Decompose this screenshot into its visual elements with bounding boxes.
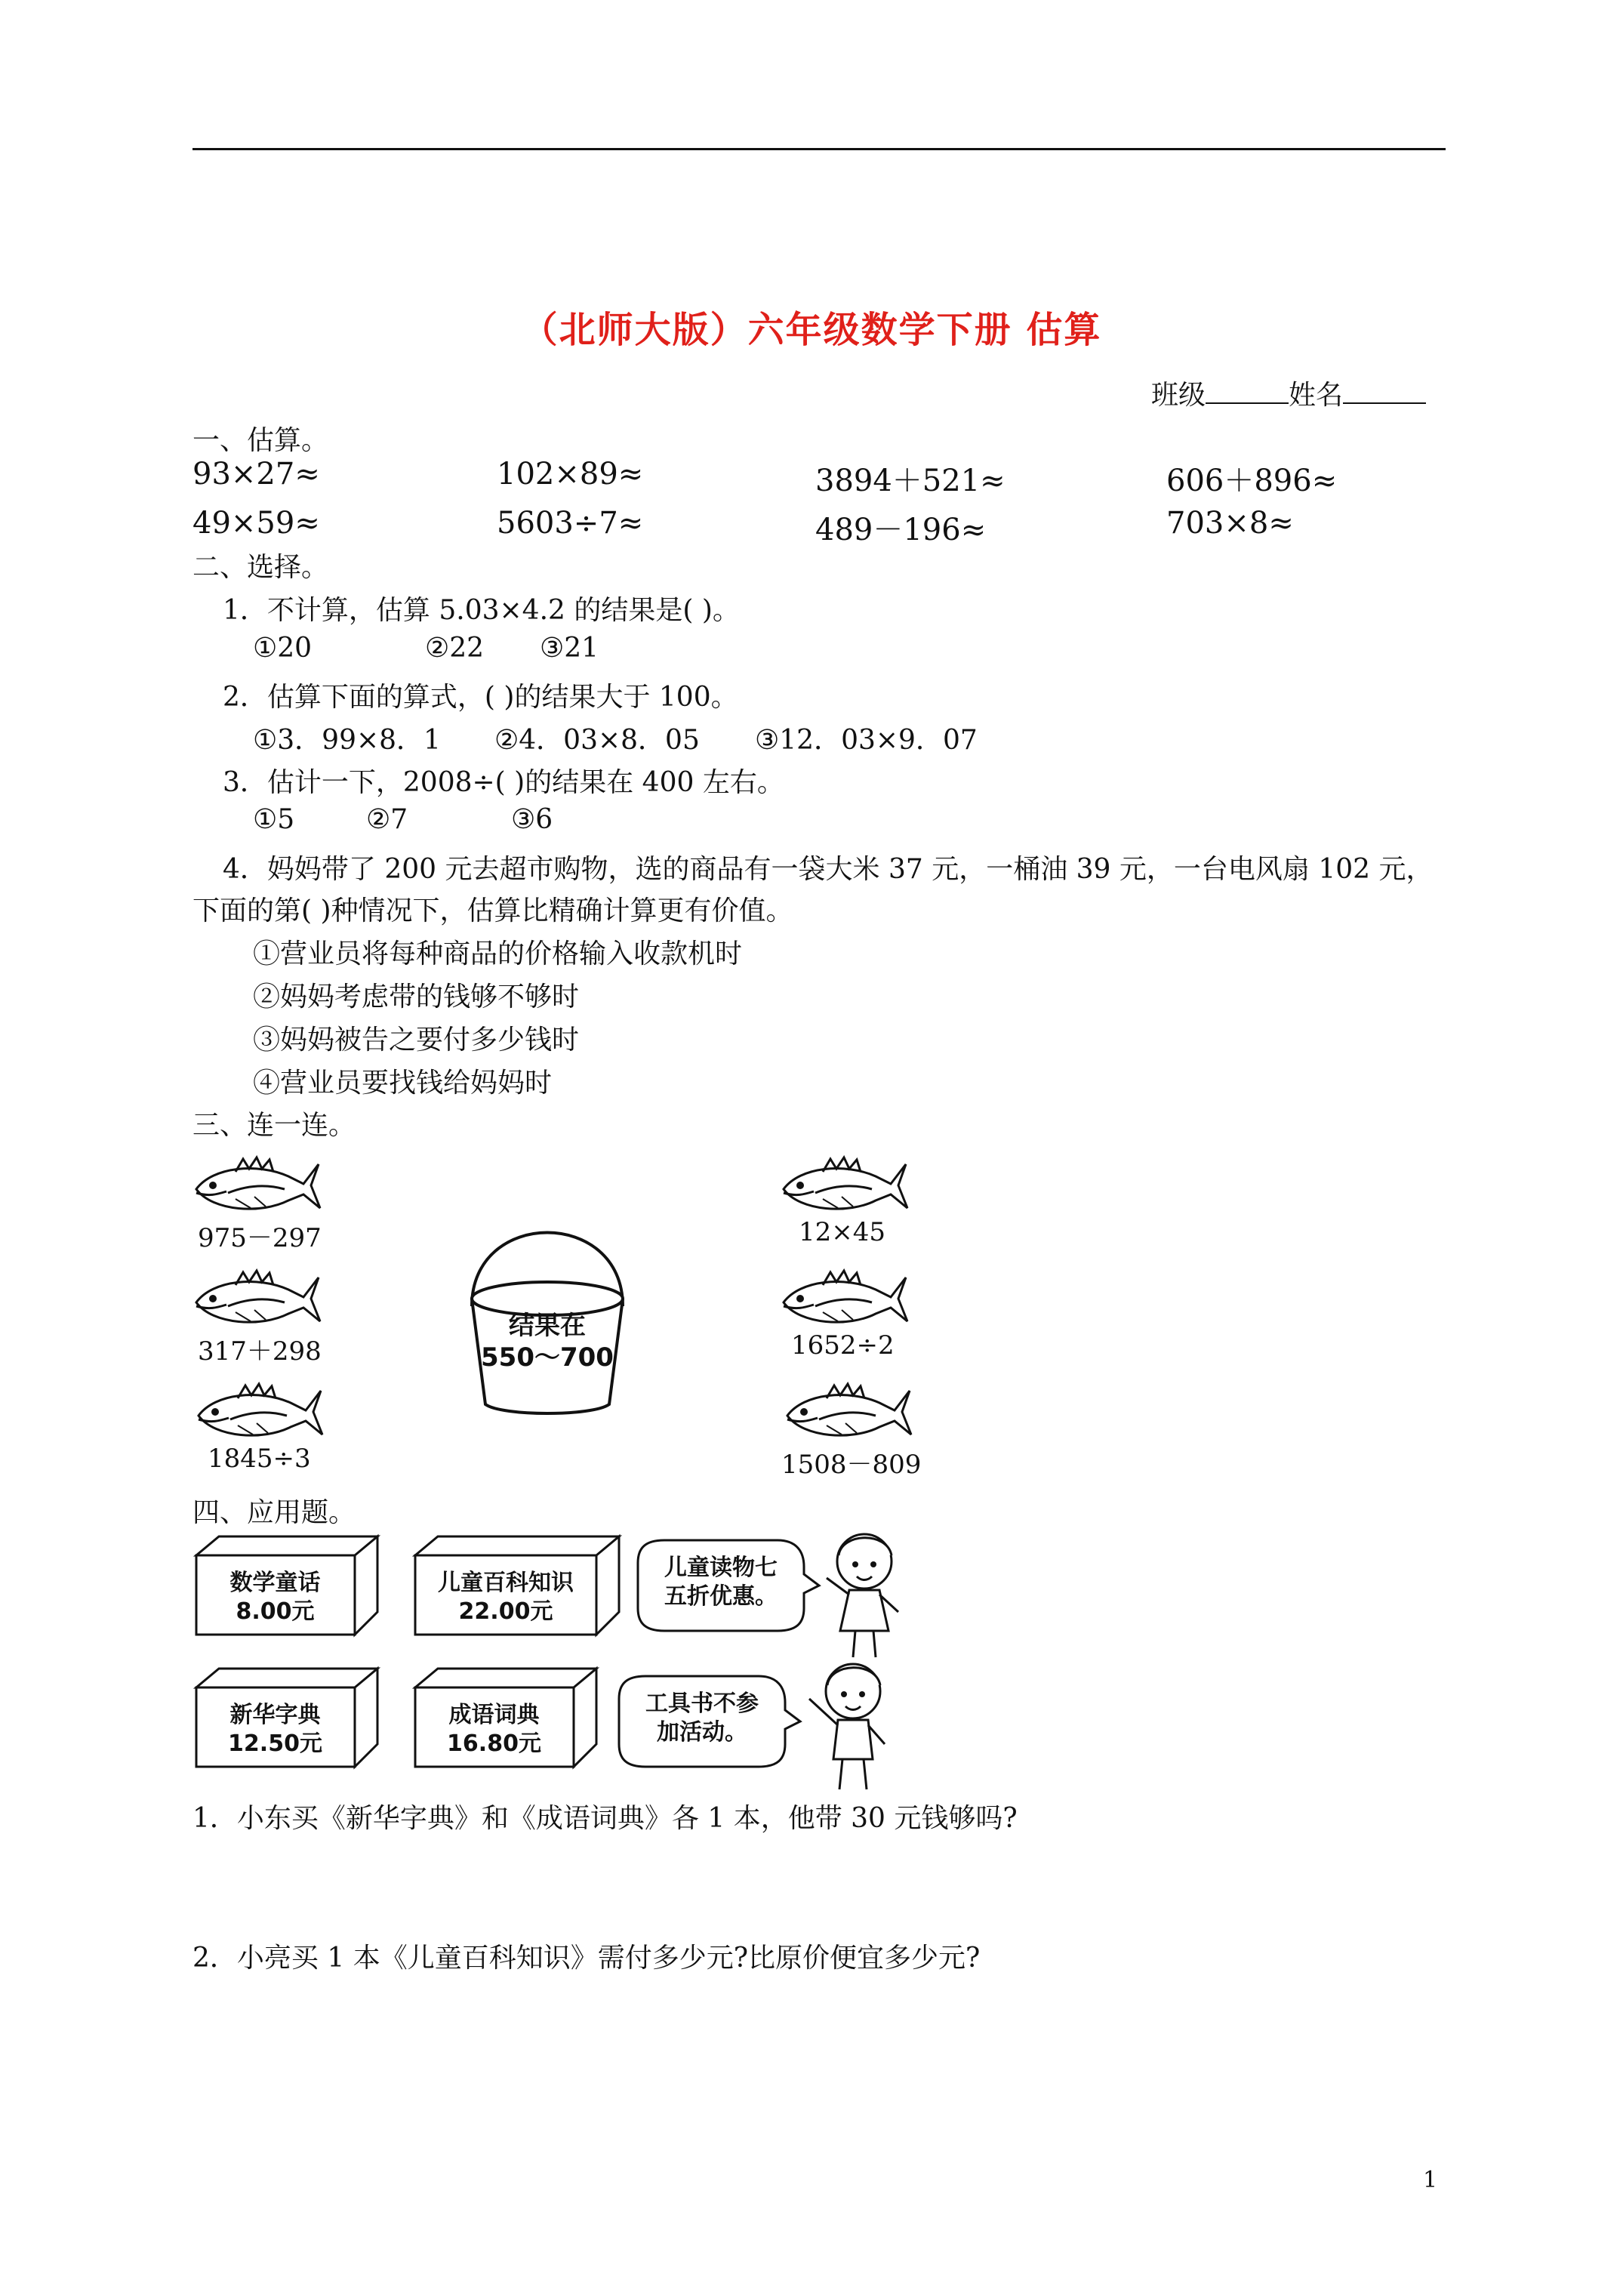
girl-icon bbox=[819, 1525, 910, 1665]
choice-option[interactable]: ①5 bbox=[253, 804, 295, 835]
book-price: 8.00元 bbox=[236, 1598, 315, 1625]
page-number: 1 bbox=[1423, 2167, 1438, 2193]
choice-option[interactable]: ①20 bbox=[253, 633, 313, 664]
book-price: 16.80元 bbox=[447, 1730, 541, 1757]
book-item[interactable] bbox=[198, 1569, 353, 1626]
book-item[interactable] bbox=[415, 1569, 596, 1626]
bucket-line-2: 550～700 bbox=[481, 1342, 614, 1373]
class-label: 班级 bbox=[1151, 380, 1206, 411]
bubble-text-1 bbox=[642, 1554, 800, 1611]
choice-question-4-line1: 4．妈妈带了 200 元去超市购物，选的商品有一袋大米 37 元，一桶油 39 元，一台电风扇 102 元， bbox=[223, 854, 1434, 885]
section2-heading: 二、选择。 bbox=[192, 552, 329, 583]
bubble2-line1: 工具书不参 bbox=[645, 1690, 759, 1717]
choice-option[interactable]: ③妈妈被告之要付多少钱时 bbox=[253, 1025, 580, 1056]
bubble2-line2: 加活动。 bbox=[657, 1719, 747, 1746]
word-problem-2: 2．小亮买 1 本《儿童百科知识》需付多少元?比原价便宜多少元? bbox=[192, 1943, 981, 1974]
estimate-item: 93×27≈ bbox=[192, 457, 320, 492]
fish-icon bbox=[781, 1382, 917, 1444]
book-name: 儿童百科知识 bbox=[438, 1570, 574, 1596]
choice-question-2: 2．估算下面的算式，( )的结果大于 100。 bbox=[223, 682, 738, 713]
class-blank[interactable] bbox=[1206, 380, 1289, 404]
header-rule bbox=[192, 148, 1446, 150]
book-price: 22.00元 bbox=[458, 1598, 553, 1625]
choice-question-1: 1．不计算，估算 5.03×4.2 的结果是( )。 bbox=[223, 595, 740, 626]
bubble-text-2 bbox=[623, 1690, 781, 1747]
book-price: 12.50元 bbox=[228, 1730, 322, 1757]
choice-option[interactable]: ①营业员将每种商品的价格输入收款机时 bbox=[253, 938, 743, 969]
section4-heading: 四、应用题。 bbox=[192, 1497, 356, 1528]
estimate-item: 3894＋521≈ bbox=[815, 464, 1006, 498]
choice-option[interactable]: ③12．03×9．07 bbox=[755, 725, 978, 756]
book-name: 数学童话 bbox=[229, 1570, 321, 1596]
word-problem-1: 1．小东买《新华字典》和《成语词典》各 1 本，他带 30 元钱够吗? bbox=[192, 1803, 1018, 1834]
fish-label[interactable]: 1652÷2 bbox=[791, 1330, 895, 1361]
estimate-item: 606＋896≈ bbox=[1166, 464, 1338, 498]
fish-label[interactable]: 12×45 bbox=[799, 1217, 886, 1247]
choice-option[interactable]: ②妈妈考虑带的钱够不够时 bbox=[253, 982, 580, 1012]
estimate-item: 489－196≈ bbox=[815, 513, 987, 547]
class-name-line bbox=[1151, 374, 1426, 412]
choice-option[interactable]: ②4．03×8．05 bbox=[494, 725, 700, 756]
boy-icon bbox=[800, 1653, 898, 1797]
bucket-line-1: 结果在 bbox=[509, 1311, 586, 1341]
book-item[interactable] bbox=[198, 1701, 353, 1758]
bucket-label bbox=[476, 1310, 619, 1373]
fish-label[interactable]: 1845÷3 bbox=[208, 1444, 311, 1474]
book-name: 成语词典 bbox=[448, 1702, 540, 1728]
section3-heading: 三、连一连。 bbox=[192, 1110, 356, 1141]
fish-icon bbox=[192, 1382, 328, 1444]
fish-icon bbox=[190, 1155, 326, 1217]
book-name: 新华字典 bbox=[229, 1702, 321, 1728]
book-item[interactable] bbox=[417, 1701, 571, 1758]
name-blank[interactable] bbox=[1343, 380, 1426, 404]
estimate-item: 49×59≈ bbox=[192, 506, 320, 541]
bubble1-line1: 儿童读物七 bbox=[664, 1555, 778, 1581]
choice-option[interactable]: ②7 bbox=[366, 804, 408, 835]
fish-icon bbox=[190, 1268, 326, 1330]
fish-label[interactable]: 975－297 bbox=[198, 1223, 322, 1253]
page-title: （北师大版）六年级数学下册 估算 bbox=[521, 309, 1102, 351]
fish-icon bbox=[778, 1155, 913, 1217]
choice-option[interactable]: ④营业员要找钱给妈妈时 bbox=[253, 1068, 553, 1099]
fish-label[interactable]: 1508－809 bbox=[781, 1450, 922, 1480]
choice-option[interactable]: ②22 bbox=[425, 633, 485, 664]
estimate-item: 102×89≈ bbox=[497, 457, 644, 492]
estimate-item: 5603÷7≈ bbox=[497, 506, 644, 541]
bubble1-line2: 五折优惠。 bbox=[664, 1583, 778, 1610]
choice-question-4-line2: 下面的第( )种情况下，估算比精确计算更有价值。 bbox=[192, 895, 793, 926]
section1-heading: 一、估算。 bbox=[192, 425, 329, 456]
name-label: 姓名 bbox=[1289, 380, 1344, 411]
choice-option[interactable]: ③21 bbox=[540, 633, 599, 664]
choice-option[interactable]: ①3．99×8．1 bbox=[253, 725, 441, 756]
estimate-item: 703×8≈ bbox=[1166, 506, 1294, 541]
choice-option[interactable]: ③6 bbox=[511, 804, 553, 835]
choice-question-3: 3．估计一下，2008÷( )的结果在 400 左右。 bbox=[223, 767, 784, 798]
fish-label[interactable]: 317＋298 bbox=[198, 1336, 322, 1367]
fish-icon bbox=[778, 1268, 913, 1330]
